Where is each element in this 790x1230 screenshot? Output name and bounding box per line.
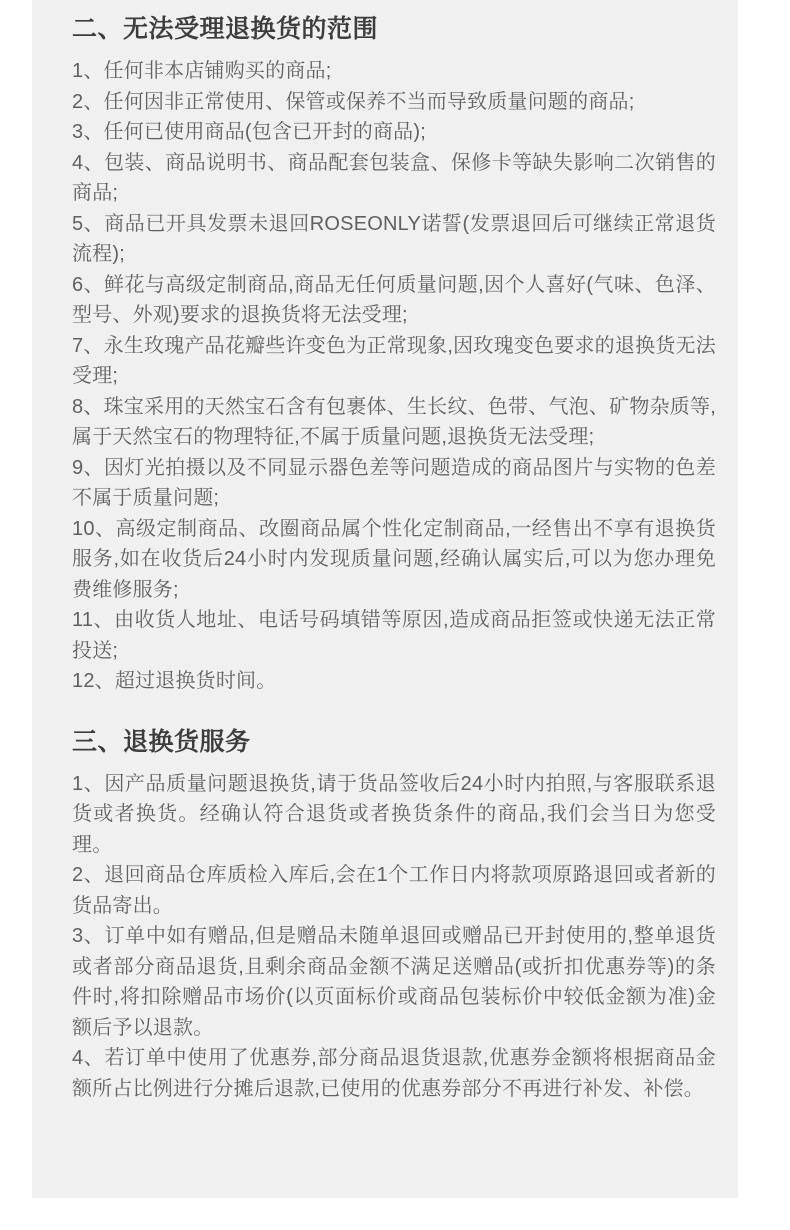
section-title-return-service: 三、退换货服务 bbox=[72, 727, 251, 756]
policy-item: 1、任何非本店铺购买的商品; bbox=[72, 60, 332, 82]
policy-item: 1、因产品质量问题退换货,请于货品签收后24小时内拍照,与客服联系退货或者换货。经确认符合退货或者换货条件的商品,我们会当日为您受理。 bbox=[72, 772, 716, 856]
policy-item: 9、因灯光拍摄以及不同显示器色差等问题造成的商品图片与实物的色差不属于质量问题; bbox=[72, 456, 716, 509]
policy-item: 4、若订单中使用了优惠券,部分商品退货退款,优惠券金额将根据商品金额所占比例进行分摊后退款,已使用的优惠券部分不再进行补发、补偿。 bbox=[72, 1047, 716, 1100]
policy-item: 3、订单中如有赠品,但是赠品未随单退回或赠品已开封使用的,整单退货或者部分商品退货,且剩余商品金额不满足送赠品(或折扣优惠券等)的条件时,将扣除赠品市场价(以页面标价或商品包装标价中较低金额为准)金额后予以退款。 bbox=[72, 925, 716, 1039]
policy-item: 8、珠宝采用的天然宝石含有包裹体、生长纹、色带、气泡、矿物杂质等,属于天然宝石的物理特征,不属于质量问题,退换货无法受理; bbox=[72, 395, 716, 448]
policy-item: 2、任何因非正常使用、保管或保养不当而导致质量问题的商品; bbox=[72, 90, 635, 113]
policy-item: 3、任何已使用商品(包含已开封的商品); bbox=[72, 121, 426, 143]
section-body-non-returnable-scope bbox=[72, 56, 716, 697]
policy-panel bbox=[32, 0, 738, 1198]
policy-item: 7、永生玫瑰产品花瓣些许变色为正常现象,因玫瑰变色要求的退换货无法受理; bbox=[72, 334, 716, 387]
section-non-returnable-scope bbox=[72, 12, 716, 697]
policy-item: 12、超过退换货时间。 bbox=[72, 670, 277, 692]
section-body-return-service bbox=[72, 769, 716, 1105]
policy-item: 6、鲜花与高级定制商品,商品无任何质量问题,因个人喜好(气味、色泽、型号、外观)要求的退换货将无法受理; bbox=[72, 273, 716, 326]
policy-item: 10、高级定制商品、改圈商品属个性化定制商品,一经售出不享有退换货服务,如在收货后24小时内发现质量问题,经确认属实后,可以为您办理免费维修服务; bbox=[72, 517, 716, 601]
policy-item: 2、退回商品仓库质检入库后,会在1个工作日内将款项原路退回或者新的货品寄出。 bbox=[72, 864, 716, 917]
policy-item: 4、包装、商品说明书、商品配套包装盒、保修卡等缺失影响二次销售的商品; bbox=[72, 151, 716, 204]
section-title-non-returnable-scope: 二、无法受理退换货的范围 bbox=[72, 15, 379, 43]
policy-item: 5、商品已开具发票未退回ROSEONLY诺誓(发票退回后可继续正常退货流程); bbox=[72, 212, 716, 265]
section-return-service bbox=[72, 725, 716, 1105]
policy-item: 11、由收货人地址、电话号码填错等原因,造成商品拒签或快递无法正常投送; bbox=[72, 609, 716, 662]
